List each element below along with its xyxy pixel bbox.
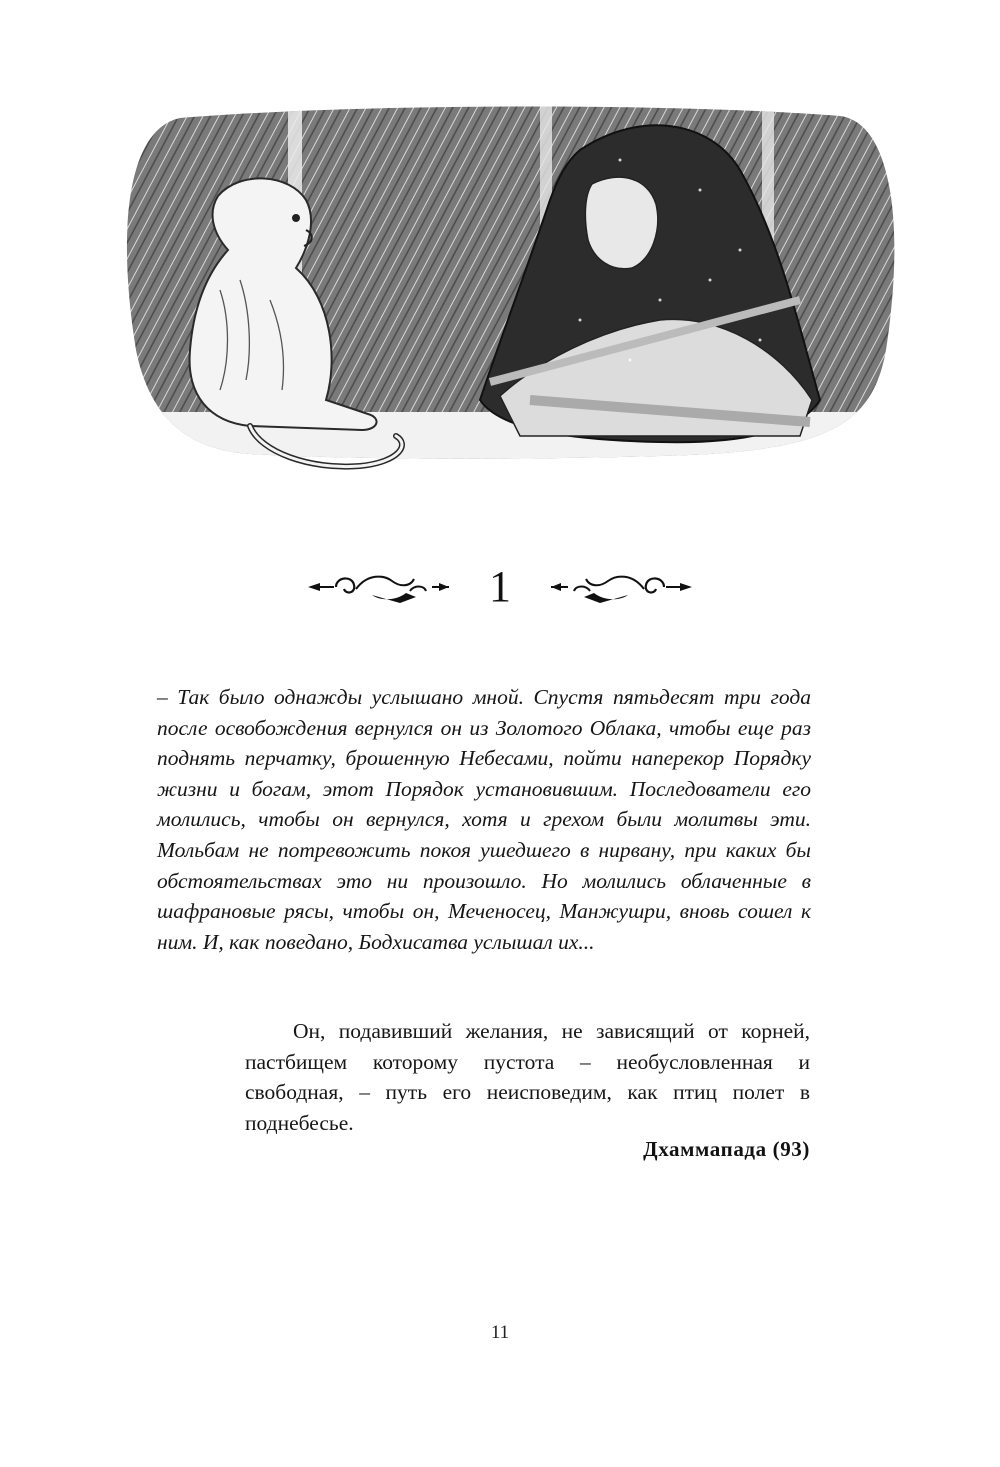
intro-paragraph (157, 682, 811, 957)
right-flourish-icon (549, 567, 694, 607)
left-flourish-icon (306, 567, 451, 607)
epigraph-block (245, 1016, 810, 1138)
page-number: 11 (490, 1322, 510, 1343)
chapter-number: 1 (489, 562, 511, 611)
intro-text: – Так было однажды услышано мной. Спустя пятьдесят три года после освобождения вернулся он из Золотого Облака, чтобы еще раз поднять перчатку, брошенную Небесами, пойти наперекор Порядку жизни и богам, этот Порядок установившим. Последователи его молились, чтобы он вернулся, хотя и грехом были молитвы эти. Мольбам не потревожить покоя ушедшего в нирвану, при каких бы обстоятельствах это ни произошло. Но молились облаченные в шафрановые рясы, чтобы он, Меченосец, Манжушри, вновь сошел к ним. И, как поведано, Бодхисатва услышал их... (157, 685, 811, 954)
chapter-illustration (100, 100, 900, 500)
epigraph-source: Дхаммапада (93) (643, 1137, 810, 1161)
chapter-heading (0, 555, 1000, 619)
epigraph-text: Он, подавивший желания, не зависящий от корней, пастбищем которому пустота – необусловленная и свободная, – путь его неисповедим, как птиц полет в поднебесье. (245, 1019, 810, 1135)
